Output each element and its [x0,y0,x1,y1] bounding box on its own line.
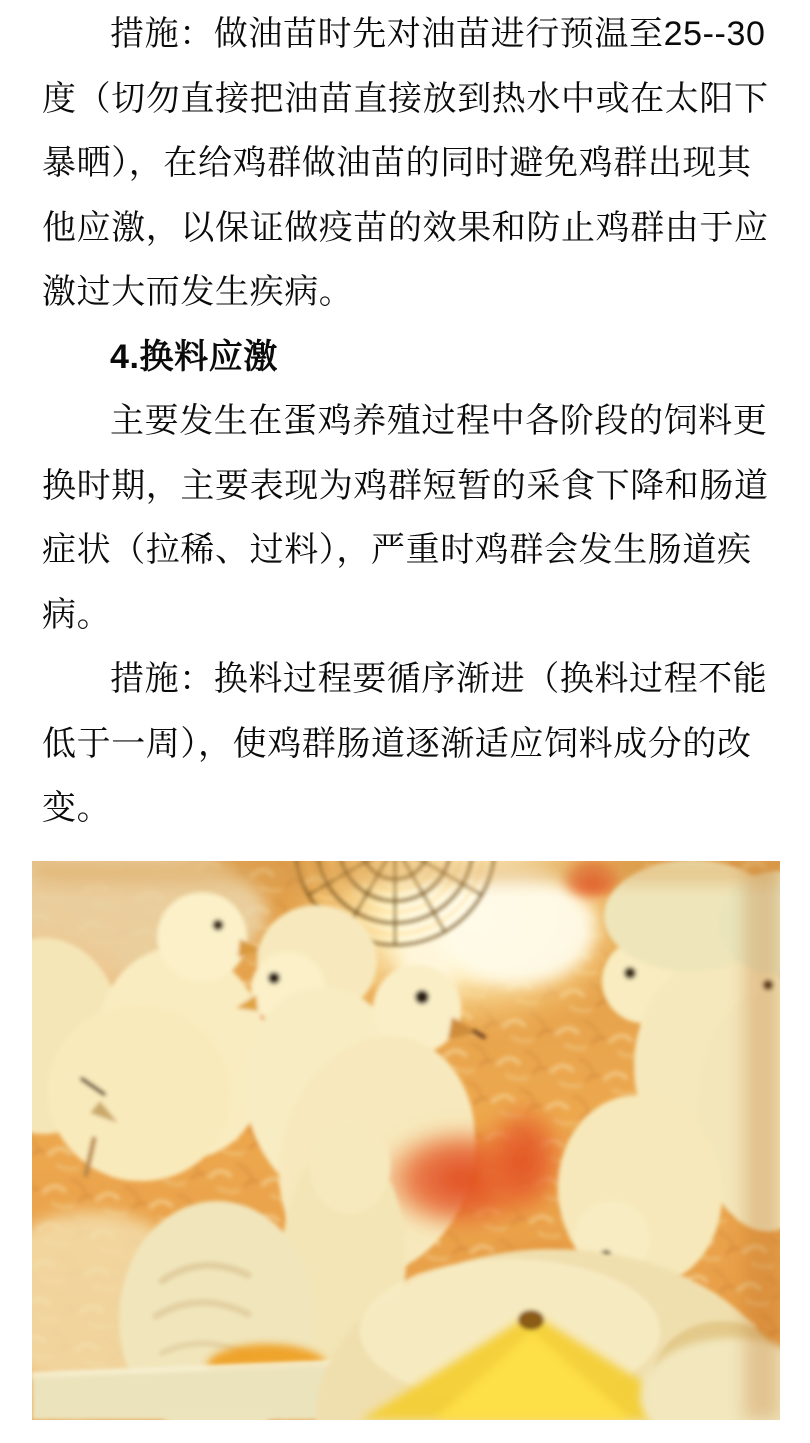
article-text [42,0,772,841]
paragraph-line: 低于一周），使鸡群肠道逐渐适应饲料成分的改 [42,724,752,763]
paragraph-line: 主要发生在蛋鸡养殖过程中各阶段的饲料更 [110,402,768,440]
paragraph-line: 措施：做油苗时先对油苗进行预温至25--30 [110,15,766,53]
paragraph-line: 病。 [42,595,112,634]
paragraph-line: 变。 [42,789,112,827]
paragraph-line: 换时期，主要表现为鸡群短暂的采食下降和肠道 [42,466,769,505]
paragraph-line: 症状（拉稀、过料），严重时鸡群会发生肠道疾 [42,531,752,569]
section-heading: 4.换料应激 [110,337,278,376]
chicks-photo-art [32,861,780,1420]
chicks-photo [32,861,780,1420]
paragraph-line: 激过大而发生疾病。 [42,273,354,311]
paragraph-line: 他应激，以保证做疫苗的效果和防止鸡群由于应 [42,208,769,247]
paragraph-line: 度（切勿直接把油苗直接放到热水中或在太阳下 [42,79,769,118]
paragraph-line: 措施：换料过程要循序渐进（换料过程不能 [110,660,768,698]
paragraph-line: 暴晒），在给鸡群做油苗的同时避免鸡群出现其 [42,144,752,182]
